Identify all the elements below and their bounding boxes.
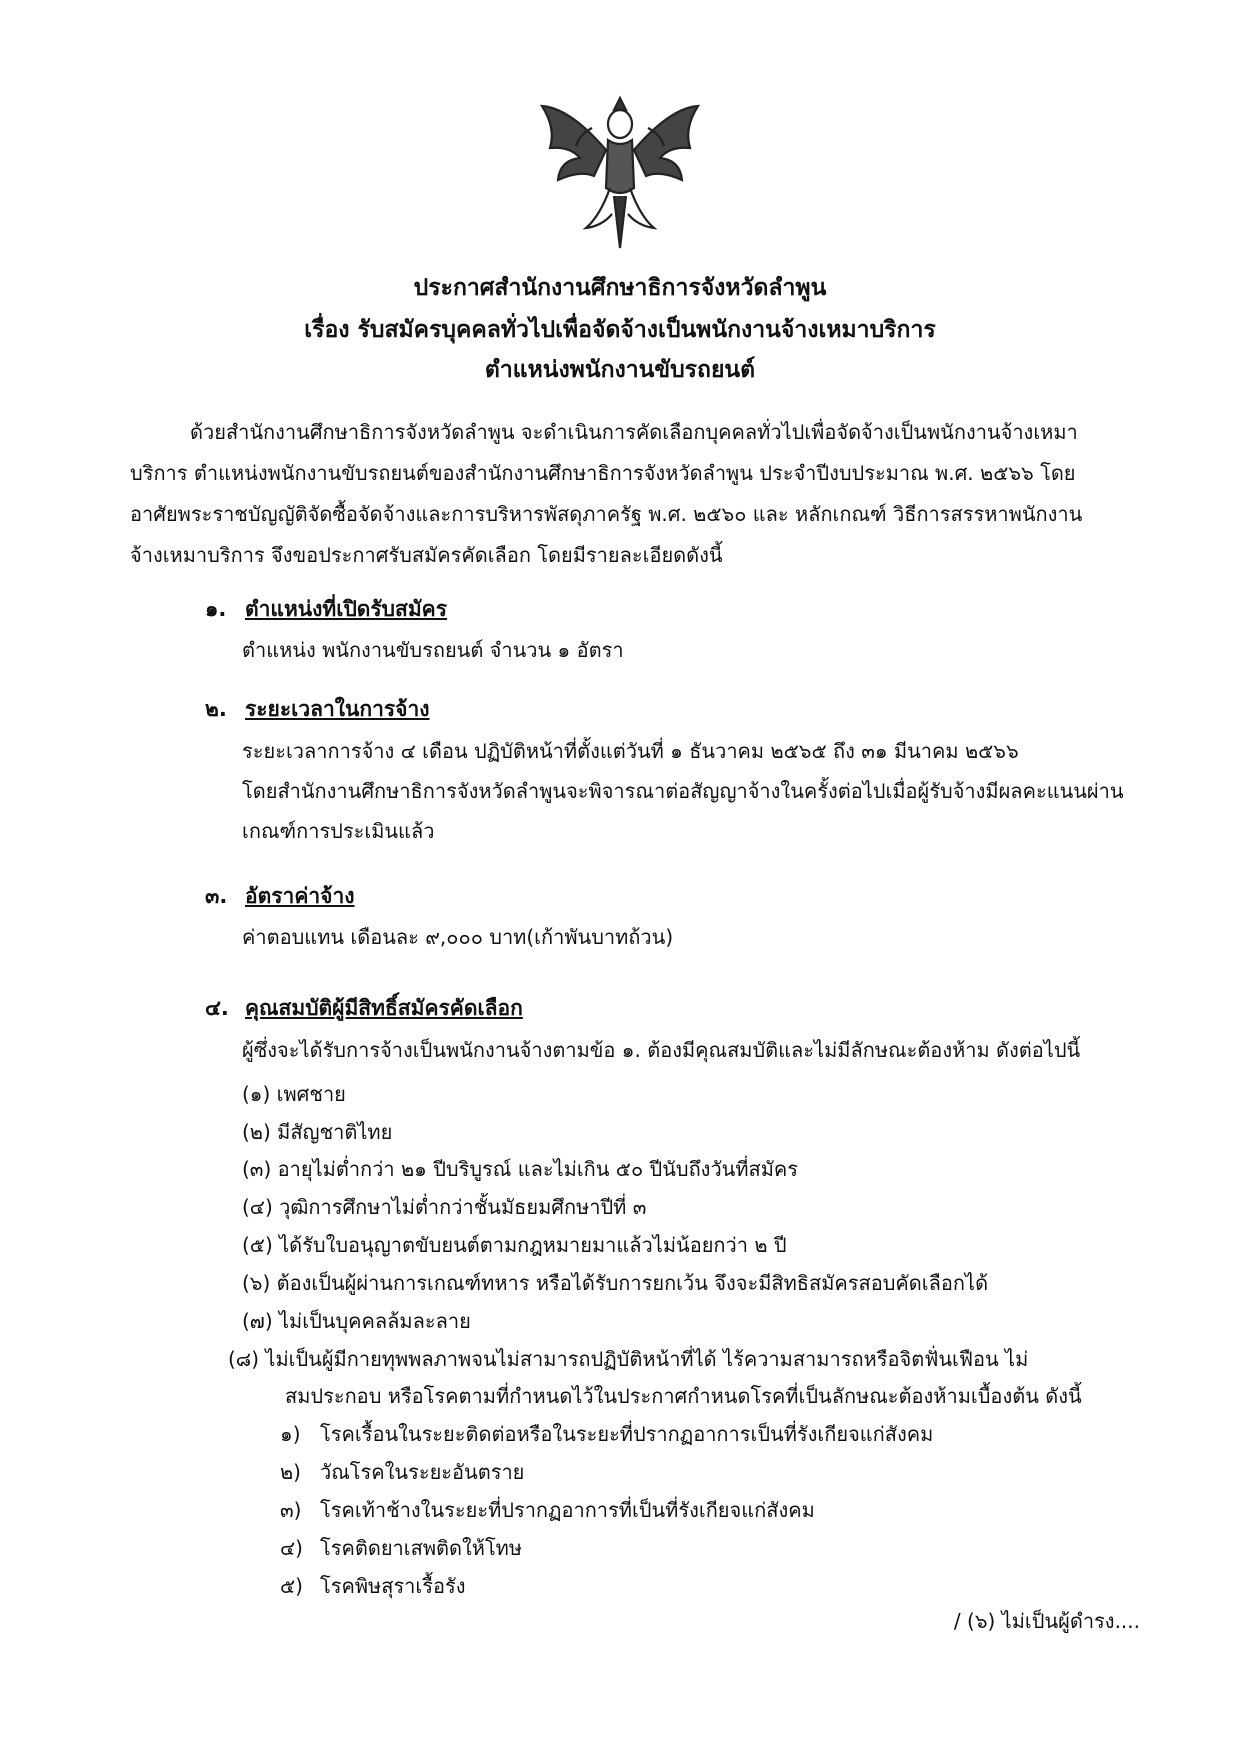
disease-text: โรคเท้าช้างในระยะที่ปรากฏอาการที่เป็นที่รังเกียจแก่สังคม (320, 1498, 815, 1522)
section-number: ๔. (205, 996, 229, 1020)
disease-item (280, 1570, 466, 1602)
disease-number: ๑) (280, 1422, 301, 1446)
section-2-text (242, 731, 1152, 851)
qualification-item-8-continued: สมประกอบ หรือโรคตามที่กำหนดไว้ในประกาศกำหนดโรคที่เป็นลักษณะต้องห้ามเบื้องต้น ดังนี้ (285, 1384, 1082, 1408)
disease-number: ๕) (280, 1574, 303, 1598)
qualification-item: (๔) วุฒิการศึกษาไม่ต่ำกว่าชั้นมัธยมศึกษาปีที่ ๓ (242, 1195, 647, 1219)
intro-line: อาศัยพระราชบัญญัติจัดซื้อจัดจ้างและการบริหารพัสดุภาครัฐ พ.ศ. ๒๕๖๐ และ หลักเกณฑ์ วิธีการสรรหาพนักงาน (130, 502, 1083, 526)
disease-item (280, 1418, 933, 1450)
disease-text: โรคพิษสุราเรื้อรัง (320, 1574, 466, 1598)
qualification-item: (๑) เพศชาย (242, 1082, 346, 1106)
disease-item (280, 1456, 524, 1488)
qualification-item: (๒) มีสัญชาติไทย (242, 1120, 393, 1144)
page-continuation-note: / (๖) ไม่เป็นผู้ดำรง.... (953, 1609, 1140, 1633)
section-2-heading (205, 693, 430, 726)
section-2-line: เกณฑ์การประเมินแล้ว (242, 819, 435, 843)
qualification-item: (๗) ไม่เป็นบุคคลล้มละลาย (242, 1309, 471, 1333)
intro-line: ด้วยสำนักงานศึกษาธิการจังหวัดลำพูน จะดำเนินการคัดเลือกบุคคลทั่วไปเพื่อจัดจ้างเป็นพนักงานจ้างเหมา (190, 420, 1078, 444)
section-4-text: ผู้ซึ่งจะได้รับการจ้างเป็นพนักงานจ้างตามข้อ ๑. ต้องมีคุณสมบัติและไม่มีลักษณะต้องห้าม ดังต่อไปนี้ (242, 1038, 1081, 1062)
disease-number: ๒) (280, 1460, 301, 1484)
section-number: ๓. (205, 884, 228, 908)
section-2-line: โดยสำนักงานศึกษาธิการจังหวัดลำพูนจะพิจารณาต่อสัญญาจ้างในครั้งต่อไปเมื่อผู้รับจ้างมีผลคะแนนผ่าน (242, 779, 1124, 803)
disease-item (280, 1494, 815, 1526)
section-number: ๒. (205, 697, 227, 721)
disease-number: ๔) (280, 1536, 303, 1560)
section-3-text: ค่าตอบแทน เดือนละ ๙,๐๐๐ บาท(เก้าพันบาทถ้วน) (242, 925, 674, 949)
qualification-item: (๓) อายุไม่ต่ำกว่า ๒๑ ปีบริบูรณ์ และไม่เกิน ๕๐ ปีนับถึงวันที่สมัคร (242, 1157, 799, 1181)
announcement-position: ตำแหน่งพนักงานขับรถยนต์ (484, 357, 756, 383)
announcement-subject: เรื่อง รับสมัครบุคคลทั่วไปเพื่อจัดจ้างเป็นพนักงานจ้างเหมาบริการ (304, 317, 936, 343)
section-3-heading (205, 880, 355, 913)
section-label: ตำแหน่งที่เปิดรับสมัคร (245, 597, 448, 621)
intro-line: บริการ ตำแหน่งพนักงานขับรถยนต์ของสำนักงานศึกษาธิการจังหวัดลำพูน ประจำปีงบประมาณ พ.ศ. ๒๕๖๖ โดย (130, 461, 1076, 485)
announcement-title: ประกาศสำนักงานศึกษาธิการจังหวัดลำพูน (413, 275, 827, 301)
disease-text: โรคเรื้อนในระยะติดต่อหรือในระยะที่ปรากฏอาการเป็นที่รังเกียจแก่สังคม (320, 1422, 934, 1446)
qualification-item-8: (๘) ไม่เป็นผู้มีกายทุพพลภาพจนไม่สามารถปฏิบัติหน้าที่ได้ ไร้ความสามารถหรือจิตฟั่นเฟือน ไม่ (228, 1347, 1029, 1371)
qualification-item: (๕) ได้รับใบอนุญาตขับยนต์ตามกฎหมายมาแล้วไม่น้อยกว่า ๒ ปี (242, 1233, 787, 1257)
disease-item (280, 1532, 522, 1564)
disease-text: โรคติดยาเสพติดให้โทษ (320, 1536, 523, 1560)
qualification-item: (๖) ต้องเป็นผู้ผ่านการเกณฑ์ทหาร หรือได้รับการยกเว้น จึงจะมีสิทธิสมัครสอบคัดเลือกได้ (242, 1271, 989, 1295)
intro-paragraph (130, 412, 1150, 576)
section-label: คุณสมบัติผู้มีสิทธิ์สมัครคัดเลือก (245, 996, 523, 1020)
section-number: ๑. (205, 597, 227, 621)
disease-number: ๓) (280, 1498, 302, 1522)
intro-line: จ้างเหมาบริการ จึงขอประกาศรับสมัครคัดเลือก โดยมีรายละเอียดดังนี้ (130, 543, 723, 567)
section-1-heading (205, 593, 447, 626)
garuda-emblem-icon (530, 88, 710, 258)
section-2-line: ระยะเวลาการจ้าง ๔ เดือน ปฏิบัติหน้าที่ตั้งแต่วันที่ ๑ ธันวาคม ๒๕๖๕ ถึง ๓๑ มีนาคม ๒๕๖๖ (242, 739, 1019, 763)
section-label: ระยะเวลาในการจ้าง (245, 697, 430, 721)
section-1-text: ตำแหน่ง พนักงานขับรถยนต์ จำนวน ๑ อัตรา (242, 638, 624, 662)
section-label: อัตราค่าจ้าง (245, 884, 355, 908)
disease-text: วัณโรคในระยะอันตราย (320, 1460, 525, 1484)
section-4-heading (205, 992, 523, 1025)
